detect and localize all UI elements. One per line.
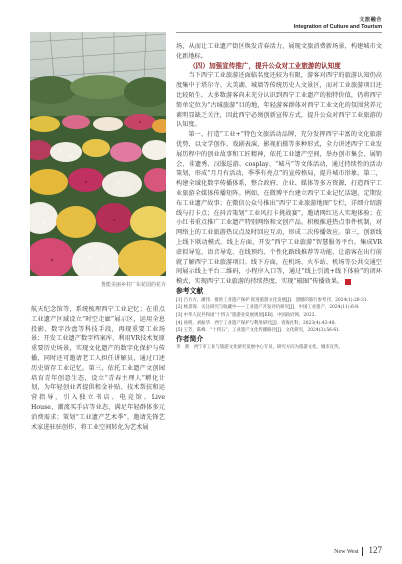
left-column	[31, 305, 165, 432]
running-header	[294, 16, 382, 30]
end-mark-icon	[345, 279, 351, 285]
reference-item: [4] 孙明，刘振华．西宁工业遗产保护与利用研究[J]．青海社科，2023(4):43-48.	[176, 320, 336, 326]
left-column-text: 航天纪念馆等，系统梳理西宁工业记忆；在重点工业遗产区域设立“时空走廊”展示区，运用全息投影、数字沙盘等科技手段，再现重要工业场景；开发工业遗产数字档案库，利用VR技术复原重要历史场景，实现文化遗产的数字化保护与传播，同时还可邀请老工人担任讲解员，通过口述历史留存工业记忆。第三，依托工业遗产文创园培育青年创意生态，设立“青春主理人”孵化计划，为年轻创业者提供租金补贴、技术帮扶和运营指导，引入独立书店、电竞馆、Live House、潮流买手店等业态，满足年轻群体多元消费需求；策划“工业遗产艺术季”，邀请先锋艺术家进驻驻创作，将工业空间转化为艺术展	[31, 306, 165, 431]
right-column	[176, 42, 382, 352]
para-2	[176, 130, 382, 287]
page-footer	[334, 545, 382, 556]
magazine-name: New West	[334, 549, 359, 555]
references-heading: 参考文献	[176, 286, 204, 295]
header-divider	[176, 32, 382, 33]
author-bio: 李 蕾 西宁市工业与旅游文化研究发展中心专员，研究方向为旅游文化、城市宣传。	[176, 345, 343, 351]
section-heading: （四）加强宣传推广，提升公众对工业旅游的认知度	[189, 61, 341, 70]
page-number: 127	[368, 545, 382, 555]
author-heading: 作者简介	[176, 334, 204, 343]
running-header-en: Integration of Culture and Tourism	[293, 24, 382, 30]
para-2-text: 第一，打造“工业+”特色文旅活动品牌，充分发挥西宁丰富的文化旅游优势，以文学创作、戏剧表演、影视拍摄等多种形式，全力讲述西宁工业发展历程中的创业故事和工匠精神，依托工业遗产空间，举办创市集会、展销会、非遗秀、汉服巡游、cosplay、“城马”等文体活动，通过持续性的活动策划，形成“月月有活动，季季有亮点”的宣传格局，提升城市形象。第二，构建全域化数字传播体系，整合政府、企业、媒体等多方资源，打造西宁工业旅游全媒体传播矩阵。例如，在微博平台建立西宁工业记忆话题，定期发布工业遗产故事；在微信公众号推出“西宁工业旅游地图”专栏，详细介绍游线与打卡点；在抖音策划“工业风打卡挑战赛”，邀请网红达人实地体验；在小红书重点推广工业遗产特别网络和文创产品。积极推进热点事件机制，对网络上的工业旅游热议点及时回应互动，形成二次传播效应。第三，创新线上线下联动模式。线上方面，开发“西宁工业旅游”智慧服务平台，集成VR虚拟导览、语音导览、在线预约、个性化路线推荐等功能，让游客在出行前就了解西宁工业旅游项目。线下方面，在机场、火车站、机场等公共交通空间展示线上平台二维码，小程序入口等，通过“线上引流+线下体验”的闭环模式，实现西宁工业旅游的持续热度，实现“破圈”传播效果。	[176, 131, 382, 286]
para-top: 场，从而让工业遗产街区焕发青春活力，展现文旅消费新场景，构建城市文化新地标。	[176, 43, 382, 60]
reference-item: [2] 杨景琛．关注研究与收藏中——工业遗产开发评价研究[J]．中国工业遗产，2024(11):6-8.	[176, 305, 360, 311]
greenhouse-flower-photo	[30, 32, 166, 276]
references-list	[176, 297, 382, 335]
photo-caption: 鲁能美丽乡村广东花园的花卉	[100, 282, 166, 288]
reference-item: [3] 中华人民共和国“十四五”旅游业发展规划[EB]．中国政府网，2022.	[176, 312, 316, 318]
footer-divider	[362, 547, 363, 556]
reference-item: [5] 王芳，陈峰．“十四五”，工业遗产文化传播路径[J]．文化研究，2024(3):56-61.	[176, 328, 341, 334]
running-header-zh: 文旅融合	[359, 17, 382, 23]
reference-item: [1] 吕方方，潘伟．推进工业遗产保护 促进旅游文化发展[J]．遗憾的旅行参考刊，2024(1):28-31.	[176, 297, 369, 303]
para-1: 当下西宁工业旅游还面临名度还较为有限，游客对西宁的旅游认知仍高度集中于塔尔寺、大美湖、城墙等传统历史人文景区，而对工业旅游项目还比较陌生。大多数游客尚未充分认识到西宁工业遗产的独特价值，仍将西宁简单定位为“古城旅游”目的地，年轻游客群体对西宁工业文化的氛围营养元素明显缺乏关注，因此西宁必须创新宣传方式，提升公众对西宁工业旅游的认知度。	[176, 72, 382, 129]
